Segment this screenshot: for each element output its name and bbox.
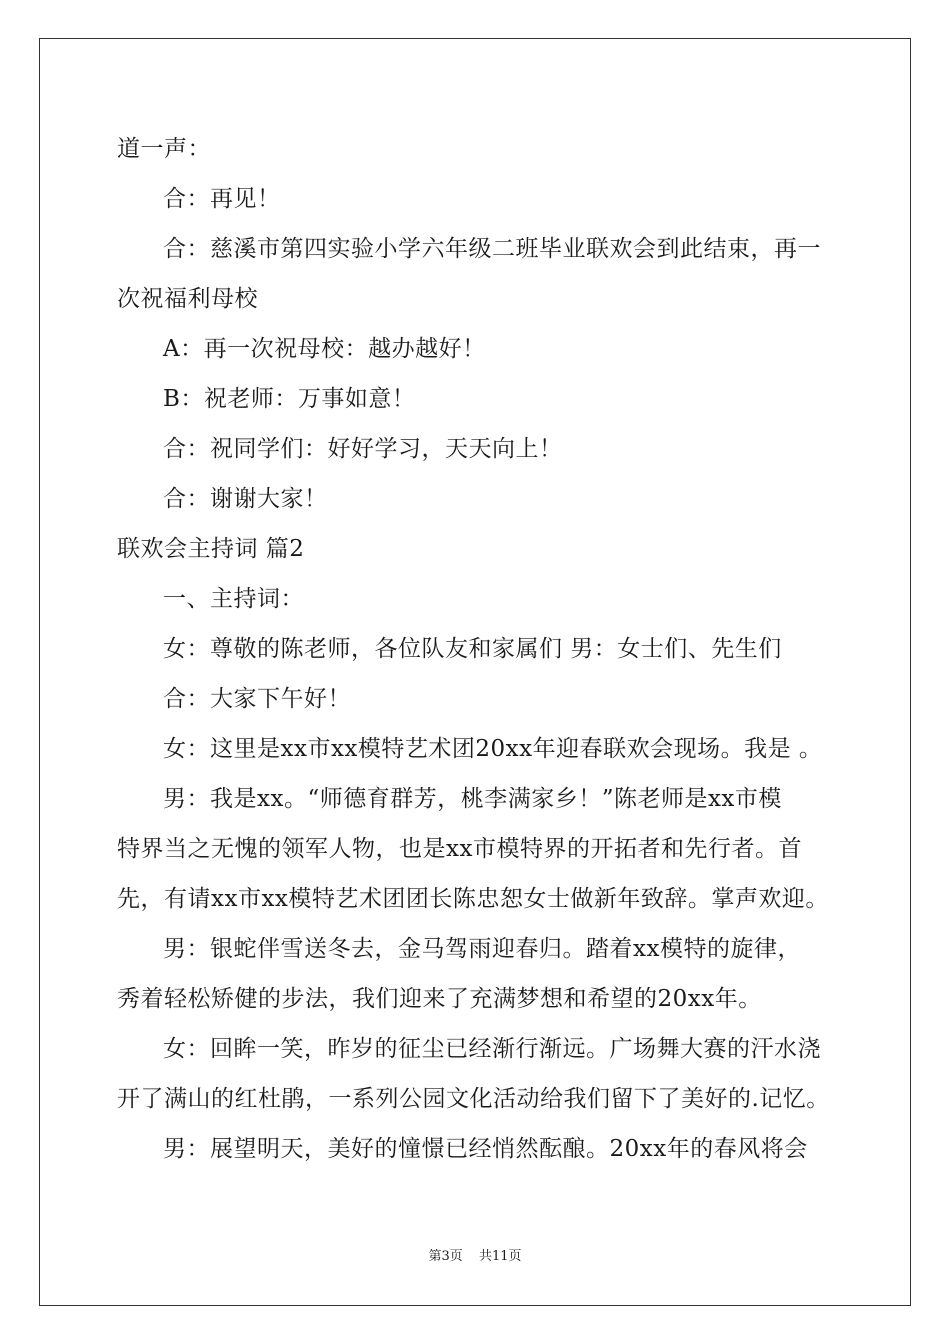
text-line: 秀着轻松矫健的步法，我们迎来了充满梦想和希望的20xx年。 (117, 986, 762, 1012)
text-line: 先，有请xx市xx模特艺术团团长陈忠恕女士做新年致辞。掌声欢迎。 (117, 886, 829, 912)
text-line: 男：银蛇伴雪送冬去，金马驾雨迎春归。踏着xx模特的旋律， (163, 936, 801, 962)
text-line: 联欢会主持词 篇2 (117, 536, 305, 562)
text-line: 男：我是xx。“师德育群芳，桃李满家乡！”陈老师是xx市模 (163, 786, 782, 812)
text-line: 女：这里是xx市xx模特艺术团20xx年迎春联欢会现场。我是 。 (163, 736, 823, 762)
text-line: 一、主持词： (163, 586, 304, 612)
text-line: A：再一次祝母校：越办越好！ (163, 336, 486, 362)
text-line: 合：谢谢大家！ (163, 486, 328, 512)
page-number: 第3页 (428, 1249, 463, 1264)
text-line: 男：展望明天，美好的憧憬已经悄然酝酿。20xx年的春风将会 (163, 1136, 808, 1162)
text-line: B：祝老师：万事如意！ (163, 386, 416, 412)
page-footer (0, 1248, 950, 1266)
text-line: 次祝福利母校 (117, 286, 258, 312)
text-line: 道一声： (117, 136, 211, 162)
text-line: 合：祝同学们：好好学习，天天向上！ (163, 436, 563, 462)
text-line: 开了满山的红杜鹃，一系列公园文化活动给我们留下了美好的.记忆。 (117, 1086, 830, 1112)
text-line: 女：回眸一笑，昨岁的征尘已经渐行渐远。广场舞大赛的汗水浇 (163, 1036, 821, 1062)
page-total: 共11页 (478, 1249, 522, 1264)
text-line: 特界当之无愧的领军人物，也是xx市模特界的开拓者和先行者。首 (117, 836, 802, 862)
document-body (117, 124, 839, 1174)
text-line: 合：大家下午好！ (163, 686, 351, 712)
text-line: 合：慈溪市第四实验小学六年级二班毕业联欢会到此结束，再一 (163, 236, 821, 262)
text-line: 女：尊敬的陈老师，各位队友和家属们 男：女士们、先生们 (163, 636, 782, 662)
text-line: 合：再见！ (163, 186, 281, 212)
